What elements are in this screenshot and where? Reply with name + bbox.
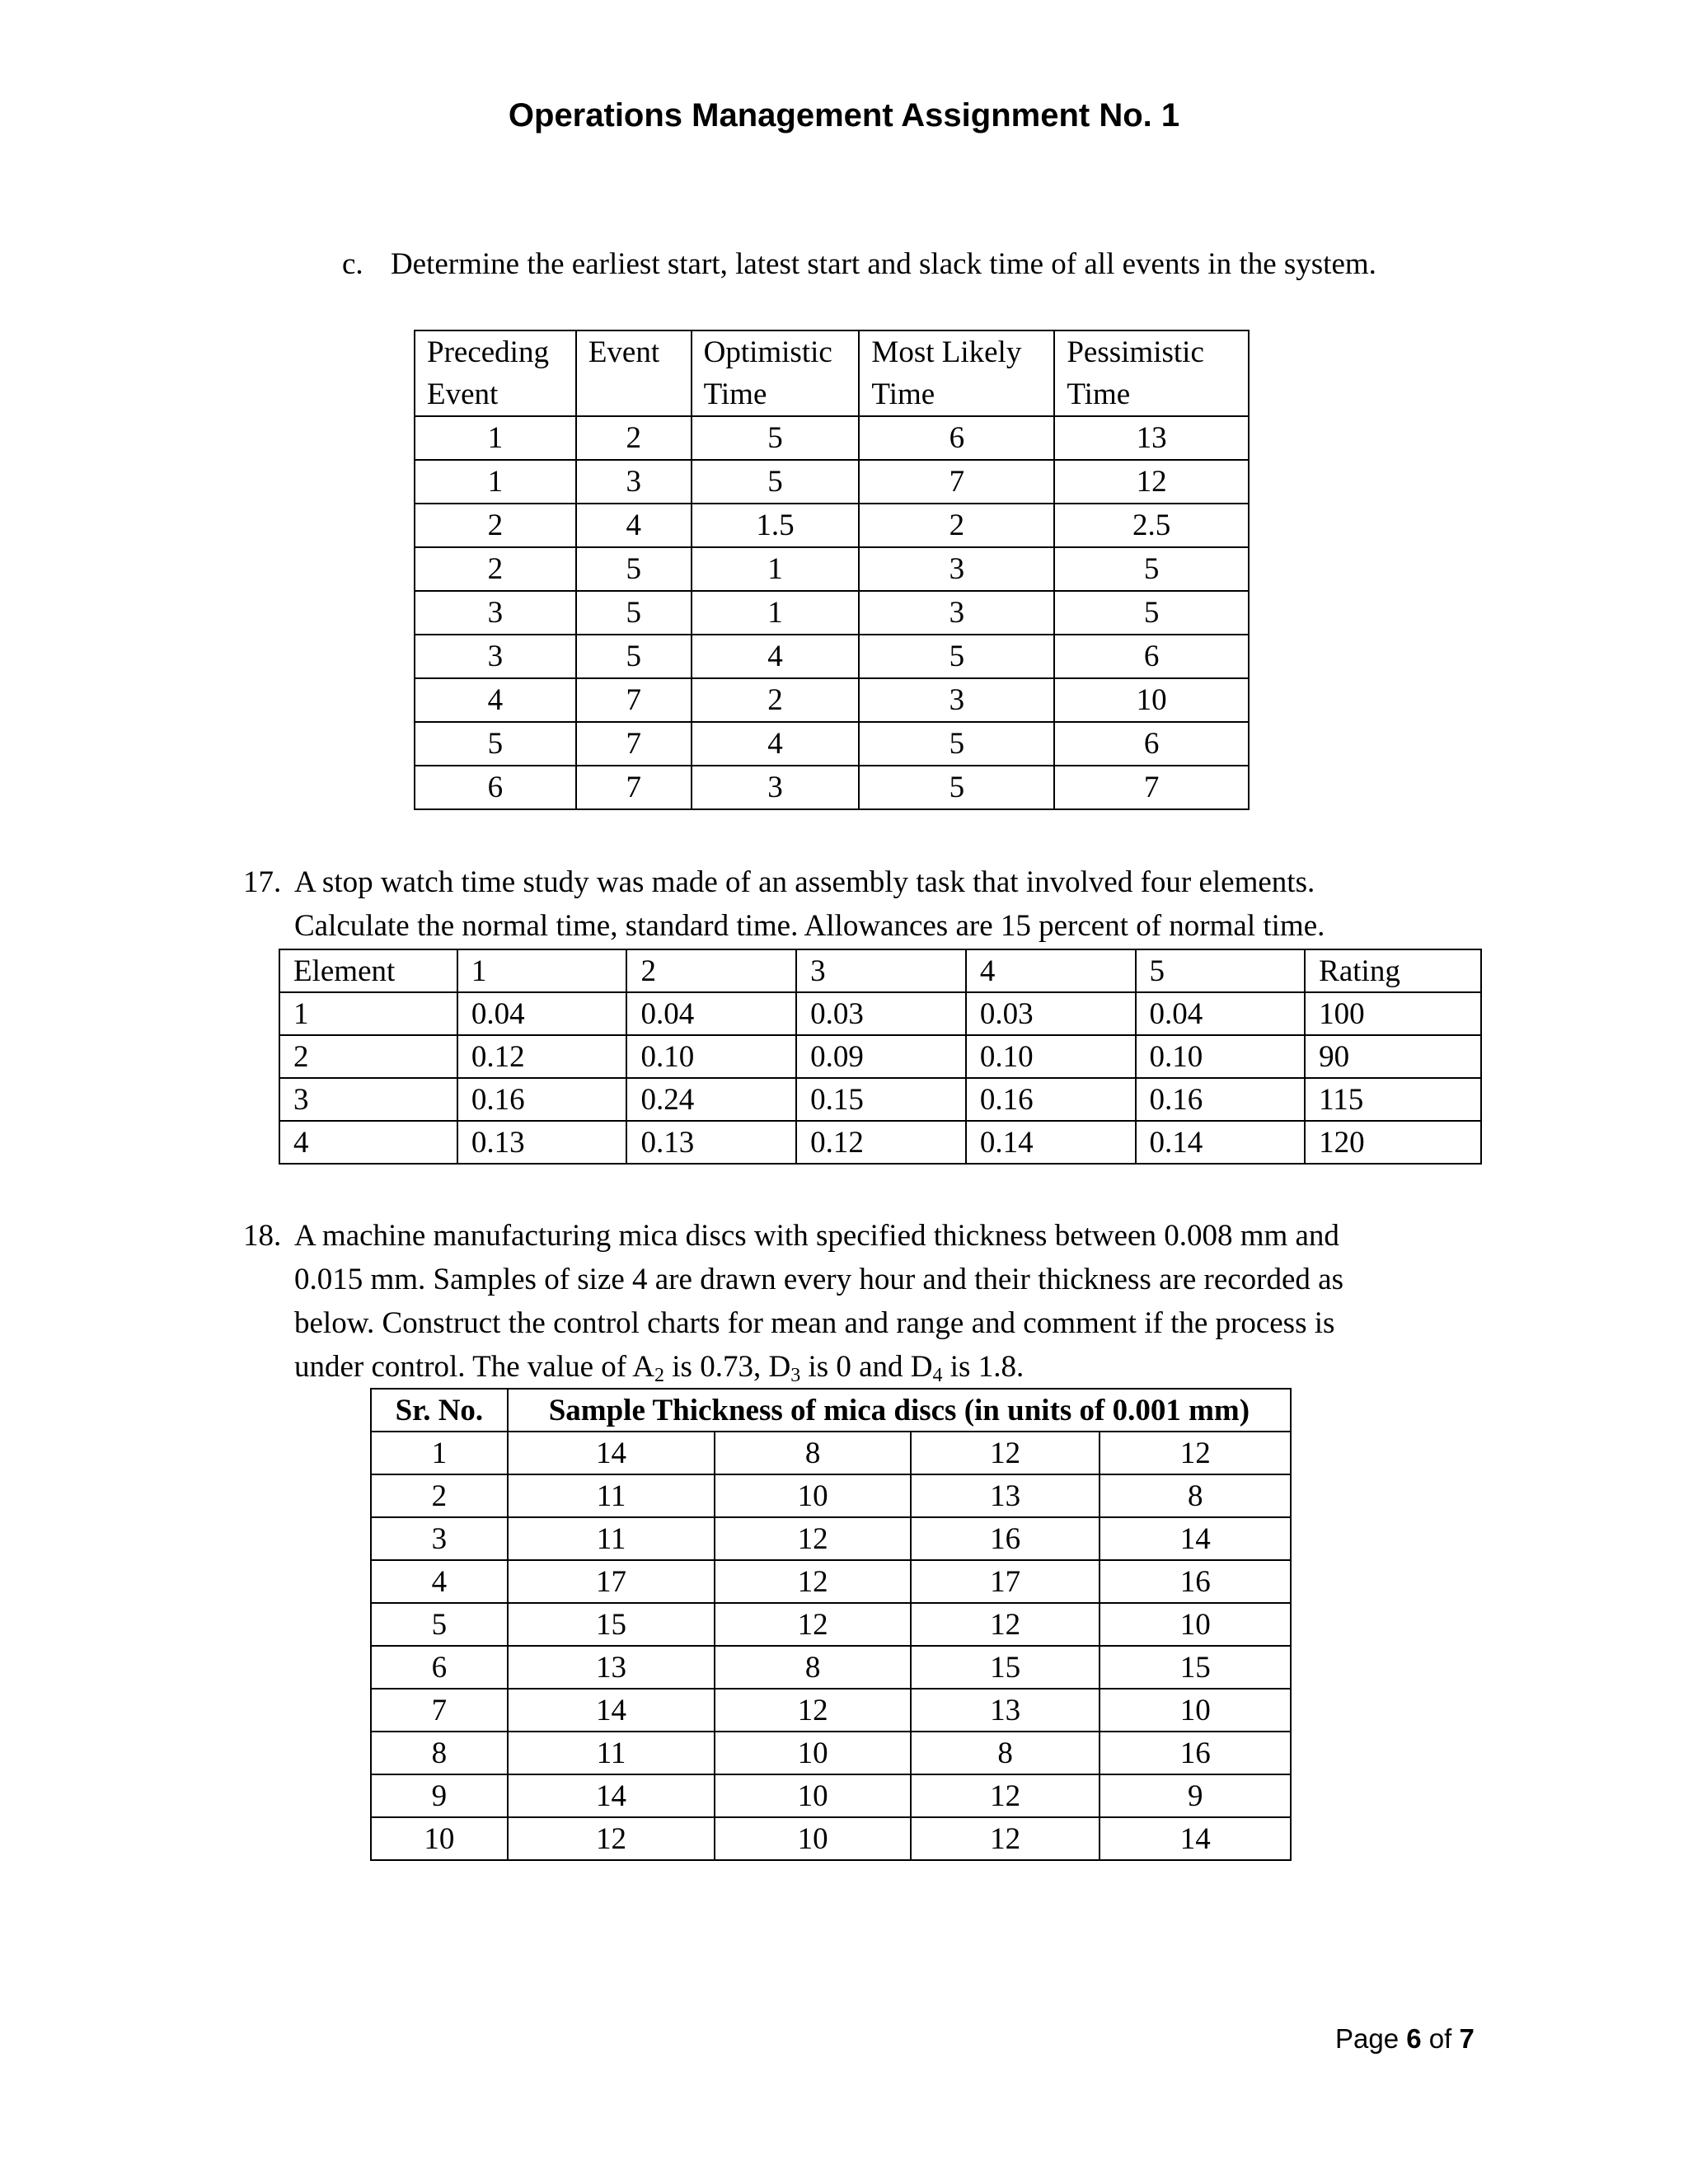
table-cell: 3	[576, 460, 692, 504]
table-cell: 4	[576, 504, 692, 547]
table-cell: 11	[508, 1474, 715, 1517]
mica-header-row	[371, 1389, 1291, 1432]
table-row	[371, 1517, 1291, 1560]
table-cell: 9	[371, 1774, 508, 1817]
table-cell: 0.12	[457, 1035, 627, 1078]
table-cell: 5	[859, 722, 1054, 766]
table-cell: 7	[859, 460, 1054, 504]
table-header-cell: 5	[1136, 949, 1306, 992]
table-cell: 10	[715, 1774, 911, 1817]
table-cell: 7	[576, 678, 692, 722]
table-cell: 3	[415, 591, 576, 635]
table-cell: 90	[1305, 1035, 1481, 1078]
table-cell: 6	[1054, 722, 1249, 766]
table-cell: 15	[1100, 1646, 1291, 1689]
pert-header-cell: Optimistic Time	[692, 330, 860, 416]
table-cell: 0.24	[626, 1078, 796, 1121]
table-cell: 12	[911, 1817, 1100, 1860]
table-cell: 16	[1100, 1560, 1291, 1603]
table-cell: 0.04	[1136, 992, 1306, 1035]
page-number: 6	[1406, 2023, 1422, 2054]
table-cell: 0.15	[796, 1078, 966, 1121]
table-cell: 5	[692, 416, 860, 460]
table-cell: 14	[1100, 1817, 1291, 1860]
table-row	[279, 992, 1481, 1035]
table-row	[415, 678, 1249, 722]
table-row	[371, 1560, 1291, 1603]
table-cell: 12	[911, 1774, 1100, 1817]
table-cell: 5	[859, 766, 1054, 809]
pert-header-cell: Preceding Event	[415, 330, 576, 416]
table-cell: 0.04	[457, 992, 627, 1035]
table-cell: 8	[715, 1432, 911, 1474]
table-header-cell: 4	[966, 949, 1136, 992]
table-cell: 0.16	[966, 1078, 1136, 1121]
table-row	[371, 1646, 1291, 1689]
table-cell: 1	[279, 992, 457, 1035]
table-cell: 3	[692, 766, 860, 809]
table-cell: 0.16	[457, 1078, 627, 1121]
table-cell: 10	[371, 1817, 508, 1860]
table-cell: 2	[415, 547, 576, 591]
table-cell: 6	[415, 766, 576, 809]
table-cell: 0.14	[1136, 1121, 1306, 1164]
table-cell: 3	[371, 1517, 508, 1560]
table-cell: 0.03	[796, 992, 966, 1035]
table-cell: 0.12	[796, 1121, 966, 1164]
table-cell: 4	[692, 722, 860, 766]
table-cell: 12	[508, 1817, 715, 1860]
table-cell: 2	[415, 504, 576, 547]
table-row	[371, 1603, 1291, 1646]
table-row	[415, 635, 1249, 678]
part-c-label: c.	[342, 247, 363, 281]
table-row	[279, 1035, 1481, 1078]
table-cell: 9	[1100, 1774, 1291, 1817]
table-row	[371, 1817, 1291, 1860]
table-row	[371, 1689, 1291, 1732]
table-cell: 5	[692, 460, 860, 504]
pert-header-cell: Most Likely Time	[859, 330, 1054, 416]
page-total: 7	[1459, 2023, 1475, 2054]
table-cell: 1	[415, 416, 576, 460]
table-row	[415, 591, 1249, 635]
table-cell: 12	[911, 1603, 1100, 1646]
table-row	[415, 416, 1249, 460]
table-cell: 10	[715, 1474, 911, 1517]
table-cell: 2	[279, 1035, 457, 1078]
table-cell: 10	[1100, 1689, 1291, 1732]
table-cell: 10	[1100, 1603, 1291, 1646]
stopwatch-table	[279, 949, 1482, 1165]
table-cell: 8	[911, 1732, 1100, 1774]
table-cell: 1	[415, 460, 576, 504]
table-cell: 12	[715, 1560, 911, 1603]
table-cell: 3	[859, 591, 1054, 635]
table-cell: 6	[859, 416, 1054, 460]
table-cell: 115	[1305, 1078, 1481, 1121]
table-cell: 2	[371, 1474, 508, 1517]
table-cell: 14	[508, 1774, 715, 1817]
page-title: Operations Management Assignment No. 1	[508, 97, 1180, 134]
table-cell: 11	[508, 1517, 715, 1560]
question-17-line: Calculate the normal time, standard time. Allowances are 15 percent of normal time.	[294, 909, 1325, 943]
table-header-cell: Sample Thickness of mica discs (in units of 0.001 mm)	[508, 1389, 1291, 1432]
table-cell: 6	[1054, 635, 1249, 678]
table-cell: 14	[508, 1432, 715, 1474]
table-cell: 1	[692, 547, 860, 591]
table-cell: 5	[371, 1603, 508, 1646]
part-c-text: Determine the earliest start, latest start and slack time of all events in the system.	[390, 247, 1376, 281]
table-cell: 0.10	[1136, 1035, 1306, 1078]
table-cell: 3	[859, 678, 1054, 722]
table-cell: 17	[508, 1560, 715, 1603]
table-cell: 0.10	[966, 1035, 1136, 1078]
table-cell: 15	[508, 1603, 715, 1646]
table-cell: 16	[911, 1517, 1100, 1560]
table-cell: 10	[715, 1817, 911, 1860]
table-cell: 0.16	[1136, 1078, 1306, 1121]
table-row	[371, 1474, 1291, 1517]
table-cell: 3	[859, 547, 1054, 591]
pert-header-cell: Pessimistic Time	[1054, 330, 1249, 416]
table-cell: 13	[911, 1689, 1100, 1732]
table-cell: 14	[1100, 1517, 1291, 1560]
table-cell: 13	[508, 1646, 715, 1689]
table-cell: 5	[1054, 547, 1249, 591]
table-header-cell: 3	[796, 949, 966, 992]
table-cell: 11	[508, 1732, 715, 1774]
table-row	[371, 1732, 1291, 1774]
table-cell: 16	[1100, 1732, 1291, 1774]
pert-header-row	[415, 330, 1249, 416]
table-row	[415, 722, 1249, 766]
table-cell: 5	[576, 591, 692, 635]
table-row	[371, 1432, 1291, 1474]
table-cell: 5	[1054, 591, 1249, 635]
table-cell: 4	[371, 1560, 508, 1603]
table-cell: 6	[371, 1646, 508, 1689]
table-cell: 2.5	[1054, 504, 1249, 547]
table-cell: 10	[715, 1732, 911, 1774]
table-cell: 4	[415, 678, 576, 722]
page-footer: Page 6 of 7	[1335, 2023, 1475, 2054]
table-cell: 13	[1054, 416, 1249, 460]
table-cell: 0.14	[966, 1121, 1136, 1164]
question-18-line: A machine manufacturing mica discs with specified thickness between 0.008 mm and	[294, 1219, 1339, 1253]
table-header-cell: Element	[279, 949, 457, 992]
table-cell: 10	[1054, 678, 1249, 722]
table-cell: 5	[859, 635, 1054, 678]
table-cell: 4	[279, 1121, 457, 1164]
table-cell: 8	[715, 1646, 911, 1689]
table-header-cell: Sr. No.	[371, 1389, 508, 1432]
question-17-number: 17.	[243, 865, 282, 899]
question-18-line: under control. The value of $A_2$ is 0.73, $D_3$ is 0 and $D_4$ is 1.8.	[294, 1350, 1025, 1386]
table-cell: 2	[859, 504, 1054, 547]
table-cell: 1	[371, 1432, 508, 1474]
table-cell: 15	[911, 1646, 1100, 1689]
table-cell: 12	[911, 1432, 1100, 1474]
table-cell: 8	[371, 1732, 508, 1774]
question-18-number: 18.	[243, 1219, 282, 1253]
pert-header-cell: Event	[576, 330, 692, 416]
table-cell: 0.13	[457, 1121, 627, 1164]
table-row	[279, 1121, 1481, 1164]
table-row	[415, 766, 1249, 809]
table-cell: 4	[692, 635, 860, 678]
table-cell: 0.10	[626, 1035, 796, 1078]
table-cell: 7	[371, 1689, 508, 1732]
mica-table	[370, 1388, 1292, 1861]
table-cell: 17	[911, 1560, 1100, 1603]
table-cell: 1	[692, 591, 860, 635]
table-cell: 1.5	[692, 504, 860, 547]
table-cell: 5	[576, 635, 692, 678]
question-17	[243, 860, 1512, 948]
table-header-cell: 1	[457, 949, 627, 992]
question-18-line: below. Construct the control charts for mean and range and comment if the process is	[294, 1306, 1335, 1340]
table-cell: 7	[576, 766, 692, 809]
table-cell: 5	[576, 547, 692, 591]
table-cell: 7	[1054, 766, 1249, 809]
table-cell: 3	[279, 1078, 457, 1121]
table-cell: 12	[715, 1517, 911, 1560]
question-17-line: A stop watch time study was made of an assembly task that involved four elements.	[294, 865, 1315, 899]
table-cell: 13	[911, 1474, 1100, 1517]
table-cell: 120	[1305, 1121, 1481, 1164]
table-row	[415, 460, 1249, 504]
table-cell: 12	[1054, 460, 1249, 504]
table-cell: 12	[715, 1603, 911, 1646]
table-header-cell: Rating	[1305, 949, 1481, 992]
table-cell: 12	[715, 1689, 911, 1732]
table-cell: 0.04	[626, 992, 796, 1035]
table-row	[415, 547, 1249, 591]
table-cell: 5	[415, 722, 576, 766]
table-cell: 12	[1100, 1432, 1291, 1474]
table-header-cell: 2	[626, 949, 796, 992]
table-row	[279, 1078, 1481, 1121]
question-18	[243, 1214, 1529, 1389]
stopwatch-header-row	[279, 949, 1481, 992]
table-cell: 0.09	[796, 1035, 966, 1078]
table-cell: 100	[1305, 992, 1481, 1035]
table-cell: 0.03	[966, 992, 1136, 1035]
table-cell: 2	[576, 416, 692, 460]
table-row	[415, 504, 1249, 547]
question-18-line: 0.015 mm. Samples of size 4 are drawn every hour and their thickness are recorded as	[294, 1263, 1343, 1296]
table-cell: 14	[508, 1689, 715, 1732]
table-cell: 7	[576, 722, 692, 766]
table-row	[371, 1774, 1291, 1817]
table-cell: 3	[415, 635, 576, 678]
pert-table	[414, 330, 1250, 810]
table-cell: 2	[692, 678, 860, 722]
table-cell: 8	[1100, 1474, 1291, 1517]
part-c-paragraph	[342, 242, 1496, 286]
table-cell: 0.13	[626, 1121, 796, 1164]
